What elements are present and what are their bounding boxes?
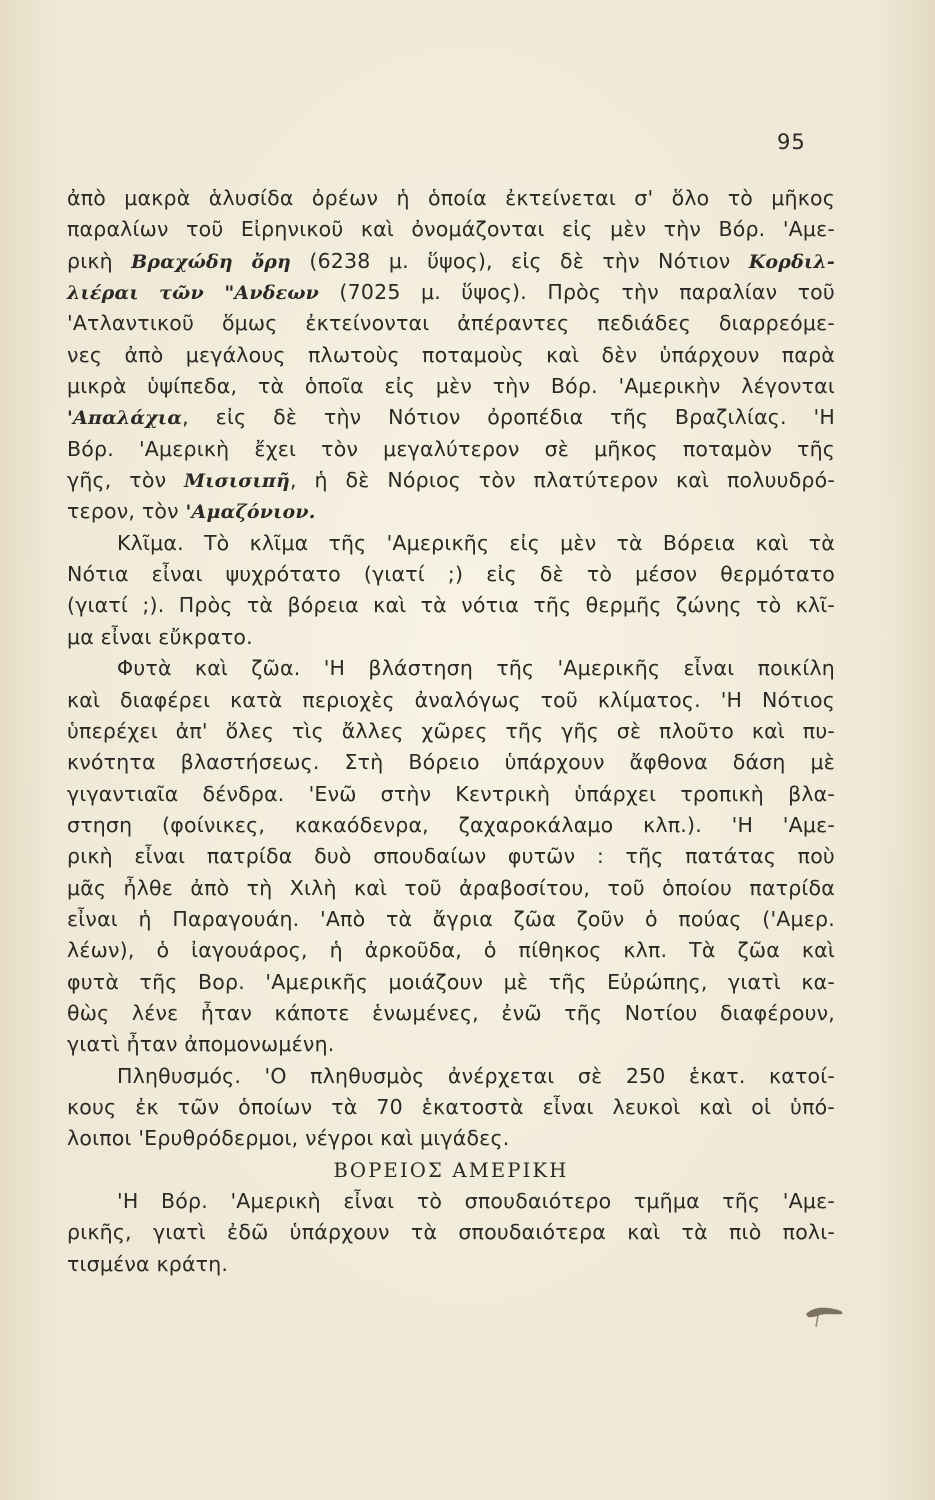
line-text: παραλίων τοῦ Εἰρηνικοῦ καὶ ὀνομάζονται εἰς μὲν τὴν Βόρ. 'Αμε- — [67, 217, 835, 242]
italic-term: 'Αμαζόνιον. — [185, 501, 316, 524]
line-text: γιγαντιαῖα δένδρα. 'Ενῶ στὴν Κεντρικὴ ὑπάρχει τροπικὴ βλα- — [67, 781, 835, 806]
text-line — [67, 685, 835, 716]
text-line — [67, 747, 835, 778]
line-text: (7025 μ. ὕψος). Πρὸς τὴν παραλίαν τοῦ — [319, 280, 835, 305]
paragraph-voreios — [67, 1186, 835, 1217]
line-text: τερον, τὸν — [67, 499, 186, 524]
section-heading: ΒΟΡΕΙΟΣ ΑΜΕΡΙΚΗ — [333, 1158, 569, 1182]
text-line — [67, 590, 835, 621]
text-line — [67, 402, 835, 433]
text-line — [67, 277, 835, 308]
line-text: ρικὴ — [67, 248, 132, 273]
line-text: γῆς, τὸν — [67, 468, 185, 493]
line-text: 'Ατλαντικοῦ ὅμως ἐκτείνονται ἀπέραντες πεδιάδες διαρρεόμε- — [67, 311, 835, 336]
text-line — [67, 340, 835, 371]
line-text: κνότητα βλαστήσεως. Στὴ Βόρειο ὑπάρχουν ἄφθονα δάση μὲ — [67, 750, 835, 775]
text-line — [67, 434, 835, 465]
line-text: Νότια εἶναι ψυχρότατο (γιατί ;) εἰς δὲ τὸ μέσον θερμότατο — [67, 562, 835, 587]
line-text: Κλῖμα. Τὸ κλῖμα τῆς 'Αμερικῆς εἰς μὲν τὰ Βόρεια καὶ τὰ — [117, 530, 835, 555]
text-line — [67, 810, 835, 841]
italic-term: Βραχώδη ὄρη — [131, 250, 292, 273]
line-text: Πληθυσμός. 'Ο πληθυσμὸς ἀνέρχεται σὲ 250 ἑκατ. κατοί- — [117, 1063, 835, 1088]
italic-term: λιέραι τῶν "Ανδεων — [67, 282, 320, 305]
text-line — [67, 716, 835, 747]
body-text — [67, 183, 835, 1280]
text-line — [67, 183, 835, 214]
paragraph-klima — [67, 528, 835, 559]
line-text: φυτὰ τῆς Βορ. 'Αμερικῆς μοιάζουν μὲ τῆς Εὐρώπης, γιατὶ κα- — [67, 969, 835, 994]
line-text: μα εἶναι εὔκρατο. — [67, 624, 253, 649]
text-line — [67, 214, 835, 245]
text-line — [67, 371, 835, 402]
text-line — [67, 308, 835, 339]
line-text: Φυτὰ καὶ ζῶα. 'Η βλάστηση τῆς 'Αμερικῆς εἶναι ποικίλη — [117, 656, 835, 681]
text-line — [67, 496, 835, 527]
line-text: κους ἐκ τῶν ὁποίων τὰ 70 ἑκατοστὰ εἶναι λευκοὶ καὶ οἱ ὑπό- — [67, 1094, 835, 1119]
text-line — [67, 841, 835, 872]
line-text: Βόρ. 'Αμερικὴ ἔχει τὸν μεγαλύτερον σὲ μῆκος ποταμὸν τῆς — [67, 436, 835, 461]
text-line — [67, 1217, 835, 1248]
text-line — [67, 246, 835, 277]
text-line — [67, 779, 835, 810]
italic-term: 'Απαλάχια — [67, 407, 183, 430]
text-line — [67, 935, 835, 966]
line-text: 'Η Βόρ. 'Αμερικὴ εἶναι τὸ σπουδαιότερο τμῆμα τῆς 'Αμε- — [117, 1189, 835, 1213]
line-text: (γιατί ;). Πρὸς τὰ βόρεια καὶ τὰ νότια τῆς θερμῆς ζώνης τὸ κλῖ- — [67, 593, 835, 618]
paragraph-plithysmos — [67, 1061, 835, 1092]
text-line — [67, 967, 835, 998]
line-text: μικρὰ ὑψίπεδα, τὰ ὁποῖα εἰς μὲν τὴν Βόρ. 'Αμερικὴν λέγονται — [67, 374, 835, 399]
line-text: εἶναι ἡ Παραγουάη. 'Απὸ τὰ ἄγρια ζῶα ζοῦν ὁ πούας ('Αμερ. — [67, 906, 835, 931]
line-text: λέων), ὁ ἰαγουάρος, ἡ ἀρκοῦδα, ὁ πίθηκος κλπ. Τὰ ζῶα καὶ — [67, 938, 835, 963]
italic-term: Κορδιλ- — [748, 250, 836, 273]
line-text: μᾶς ἦλθε ἀπὸ τὴ Χιλὴ καὶ τοῦ ἀραβοσίτου, τοῦ ὁποίου πατρίδα — [67, 875, 835, 900]
text-line — [67, 1092, 835, 1123]
line-text: γιατὶ ἦταν ἀπομονωμένη. — [67, 1032, 335, 1057]
text-line — [67, 559, 835, 590]
line-text: , εἰς δὲ τὴν Νότιον ὀροπέδια τῆς Βραζιλίας. 'Η — [182, 405, 835, 430]
italic-term: Μισισιπῆ — [184, 470, 290, 493]
ink-smudge-icon — [800, 1300, 848, 1330]
page-number: 95 — [777, 130, 806, 154]
line-text: (6238 μ. ὕψος), εἰς δὲ τὴν Νότιον — [291, 248, 749, 273]
text-line — [67, 904, 835, 935]
text-line — [67, 622, 835, 653]
text-line — [67, 1249, 835, 1280]
paragraph-fyta-zoa — [67, 653, 835, 684]
line-text: ρικῆς, γιατὶ ἐδῶ ὑπάρχουν τὰ σπουδαιότερα καὶ τὰ πιὸ πολι- — [67, 1220, 835, 1245]
text-line — [67, 998, 835, 1029]
text-line — [67, 1123, 835, 1154]
line-text: στηση (φοίνικες, κακαόδενρα, ζαχαροκάλαμο κλπ.). 'Η 'Αμε- — [67, 812, 835, 837]
line-text: λοιποι 'Ερυθρόδερμοι, νέγροι καὶ μιγάδες. — [67, 1126, 510, 1151]
line-text: νες ἀπὸ μεγάλους πλωτοὺς ποταμοὺς καὶ δὲν ὑπάρχουν παρὰ — [67, 342, 835, 367]
text-line — [67, 465, 835, 496]
line-text: καὶ διαφέρει κατὰ περιοχὲς ἀναλόγως τοῦ κλίματος. 'Η Νότιος — [67, 687, 835, 712]
line-text: τισμένα κράτη. — [67, 1251, 229, 1276]
line-text: θὼς λένε ἦταν κάποτε ἑνωμένες, ἐνῶ τῆς Νοτίου διαφέρουν, — [67, 1000, 835, 1025]
line-text: ὑπερέχει ἀπ' ὅλες τὶς ἄλλες χῶρες τῆς γῆς σὲ πλοῦτο καὶ πυ- — [67, 718, 835, 743]
line-text: ἀπὸ μακρὰ ἁλυσίδα ὀρέων ἡ ὁποία ἐκτείνεται σ' ὅλο τὸ μῆκος — [67, 186, 835, 210]
text-line — [67, 873, 835, 904]
text-line — [67, 1029, 835, 1060]
line-text: ρικὴ εἶναι πατρίδα δυὸ σπουδαίων φυτῶν : τῆς πατάτας ποὺ — [67, 844, 835, 869]
line-text: , ἡ δὲ Νόριος τὸν πλατύτερον καὶ πολυυδρό- — [290, 468, 835, 493]
